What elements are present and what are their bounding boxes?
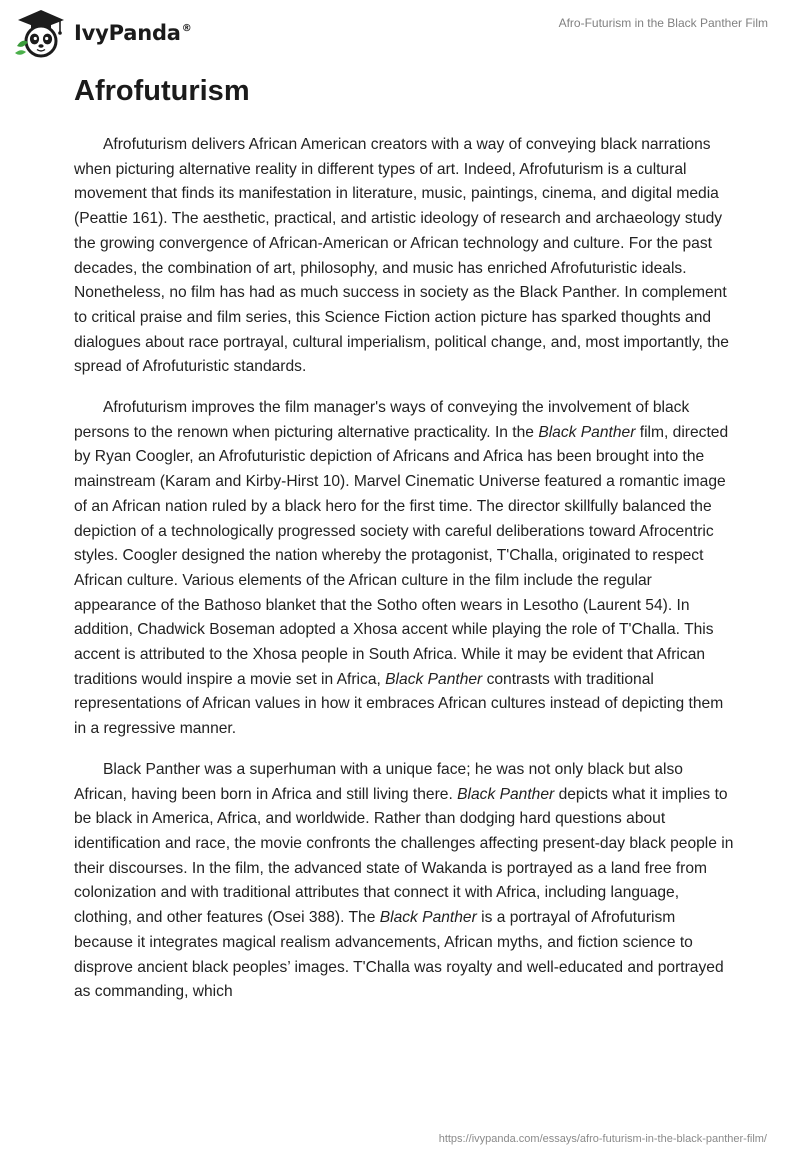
paragraph: [74, 758, 734, 1005]
page-header: [0, 0, 800, 66]
panda-logo-icon: [14, 8, 68, 58]
film-title-italic: Black Panther: [538, 423, 636, 441]
paragraph-text: Afrofuturism improves the film manager's ways of conveying the involvement of black persons to the renown when picturing alternative practicality. In the: [74, 399, 690, 441]
paragraph-text: contrasts with traditional representations of African values in how it embraces African cultures instead of depicting them in a regressive manner.: [74, 670, 724, 738]
brand-name: [74, 21, 192, 45]
paragraph-text: Black Panther was a superhuman with a unique face; he was not only black but also African, having been born in Africa and still living there.: [74, 760, 683, 803]
paragraph: [74, 396, 734, 742]
film-title-italic: Black Panther: [385, 670, 483, 688]
brand-text: IvyPanda: [74, 21, 181, 45]
paragraph-text: is a portrayal of Afrofuturism because it integrates magical realism advancements, African myths, and fiction science to disprove ancient black peoples’ images. T'Challa was royalty and well-educated and portrayed as commanding, which: [74, 909, 724, 1001]
brand-logo[interactable]: [14, 8, 192, 58]
source-url-link[interactable]: https://ivypanda.com/essays/afro-futurism-in-the-black-panther-film/: [438, 1133, 767, 1145]
paragraph-text: depicts what it implies to be black in America, Africa, and worldwide. Rather than dodging hard questions about identification and race, the movie confronts the challenges affecting present-day black people in their discourses. In the film, the advanced state of Wakanda is portrayed as a land free from colonization and with traditional attributes that connect it with Africa, including language, clothing, and other features (Osei 388). The: [74, 785, 734, 927]
registered-mark: ®: [181, 23, 192, 34]
paragraph-text: Afrofuturism delivers African American creators with a way of conveying black narrations when picturing alternative reality in different types of art. Indeed, Afrofuturism is a cultural movement that finds its manifestation in literature, music, paintings, cinema, and digital media (Peattie 161). The aesthetic, practical, and artistic ideology of research and archaeology study the growing convergence of African-American or African technology and culture. For the past decades, the combination of art, philosophy, and music has enriched Afrofuturistic ideals. Nonetheless, no film has had as much success in society as the Black Panther. In complement to critical praise and film series, this Science Fiction action picture has sparked thoughts and dialogues about race portrayal, cultural imperialism, political change, and, most importantly, the spread of Afrofuturistic standards.: [74, 136, 729, 376]
document-title: Afro-Futurism in the Black Panther Film: [558, 16, 768, 30]
film-title-italic: Black Panther: [379, 909, 477, 927]
film-title-italic: Black Panther: [457, 785, 555, 803]
essay-heading: Afrofuturism: [74, 75, 250, 107]
paragraph: [74, 133, 734, 380]
paragraph-text: film, directed by Ryan Coogler, an Afrofuturistic depiction of Africans and Africa has been brought into the mainstream (Karam and Kirby-Hirst 10). Marvel Cinematic Universe featured a romantic image of an African nation ruled by a black hero for the first time. The director skillfully balanced the depiction of a technologically progressed society with careful deliberations toward Afrocentric styles. Coogler designed the nation whereby the protagonist, T'Challa, originated to respect African culture. Various elements of the African culture in the film include the regular appearance of the Bathoso blanket that the Sotho often wears in Lesotho (Laurent 54). In addition, Chadwick Boseman adopted a Xhosa accent while playing the role of T'Challa. This accent is attributed to the Xhosa people in South Africa. While it may be evident that African traditions would inspire a movie set in Africa,: [74, 423, 729, 688]
essay-body: [74, 133, 734, 1021]
